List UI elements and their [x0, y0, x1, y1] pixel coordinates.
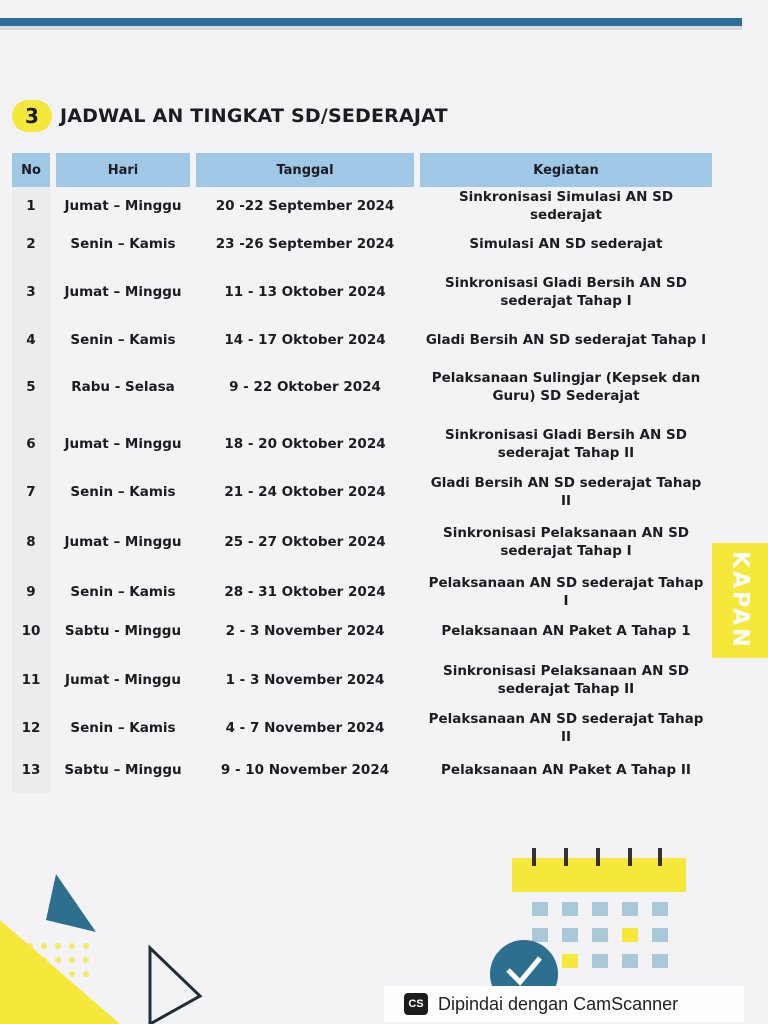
camscanner-icon: CS	[404, 993, 428, 1015]
top-color-bar	[0, 18, 742, 26]
header-hari: Hari	[56, 153, 190, 187]
table-row	[12, 187, 724, 225]
row-no: 9	[12, 573, 50, 611]
side-tab	[712, 543, 768, 658]
row-kegiatan: Pelaksanaan Sulingjar (Kepsek dan Guru) SD Sederajat	[431, 370, 701, 404]
row-no: 12	[12, 709, 50, 747]
row-kegiatan: Gladi Bersih AN SD sederajat Tahap II	[430, 475, 702, 509]
schedule-table	[12, 153, 724, 793]
row-kegiatan: Gladi Bersih AN SD sederajat Tahap I	[425, 332, 707, 348]
row-kegiatan: Sinkronisasi Pelaksanaan AN SD sederajat Tahap I	[442, 525, 690, 559]
row-tanggal: 18 - 20 Oktober 2024	[224, 436, 386, 452]
row-no: 13	[12, 747, 50, 793]
row-tanggal: 14 - 17 Oktober 2024	[224, 332, 386, 348]
row-tanggal: 11 - 13 Oktober 2024	[224, 284, 386, 300]
outline-triangle	[150, 948, 200, 1024]
table-row	[12, 225, 724, 263]
row-hari: Sabtu - Minggu	[64, 623, 182, 639]
row-tanggal: 1 - 3 November 2024	[225, 672, 385, 688]
row-kegiatan: Pelaksanaan AN SD sederajat Tahap II	[428, 711, 704, 745]
decorative-shapes	[0, 860, 230, 1024]
row-no: 2	[12, 225, 50, 263]
row-no: 3	[12, 263, 50, 321]
row-kegiatan: Pelaksanaan AN Paket A Tahap 1	[441, 623, 691, 639]
table-row	[12, 511, 724, 573]
table-header	[12, 153, 724, 187]
row-no: 10	[12, 611, 50, 651]
section-number-badge: 3	[12, 100, 52, 132]
row-tanggal: 9 - 10 November 2024	[220, 762, 390, 778]
row-hari: Jumat – Minggu	[64, 284, 182, 300]
row-hari: Senin – Kamis	[70, 720, 176, 736]
row-hari: Senin – Kamis	[70, 484, 176, 500]
row-hari: Jumat – Minggu	[64, 534, 182, 550]
row-hari: Jumat - Minggu	[65, 672, 181, 688]
row-no: 6	[12, 415, 50, 473]
table-row	[12, 321, 724, 359]
row-tanggal: 20 -22 September 2024	[215, 198, 395, 214]
row-no: 4	[12, 321, 50, 359]
row-hari: Jumat – Minggu	[64, 198, 182, 214]
table-row	[12, 651, 724, 709]
camscanner-text: Dipindai dengan CamScanner	[438, 993, 679, 1014]
row-no: 11	[12, 651, 50, 709]
row-kegiatan: Sinkronisasi Gladi Bersih AN SD sederajat Tahap I	[445, 275, 687, 309]
row-hari: Rabu - Selasa	[71, 379, 175, 395]
row-tanggal: 4 - 7 November 2024	[225, 720, 385, 736]
teal-triangle	[46, 874, 96, 932]
header-kegiatan: Kegiatan	[420, 153, 712, 187]
row-tanggal: 21 - 24 Oktober 2024	[224, 484, 386, 500]
row-no: 7	[12, 473, 50, 511]
row-kegiatan: Sinkronisasi Simulasi AN SD sederajat	[458, 189, 674, 223]
row-kegiatan: Sinkronisasi Pelaksanaan AN SD sederajat Tahap II	[442, 663, 690, 697]
header-tanggal: Tanggal	[196, 153, 414, 187]
row-no: 8	[12, 511, 50, 573]
row-hari: Senin – Kamis	[70, 584, 176, 600]
row-kegiatan: Sinkronisasi Gladi Bersih AN SD sederajat Tahap II	[445, 427, 687, 461]
row-kegiatan: Pelaksanaan AN Paket A Tahap II	[441, 762, 691, 778]
row-hari: Sabtu – Minggu	[64, 762, 182, 778]
header-no: No	[12, 153, 50, 187]
row-kegiatan: Pelaksanaan AN SD sederajat Tahap I	[428, 575, 704, 609]
row-no: 5	[12, 359, 50, 415]
table-body	[12, 187, 724, 793]
table-row	[12, 415, 724, 473]
page-edge	[0, 26, 742, 30]
table-row	[12, 359, 724, 415]
row-no: 1	[12, 187, 50, 225]
row-tanggal: 25 - 27 Oktober 2024	[224, 534, 386, 550]
row-hari: Jumat – Minggu	[64, 436, 182, 452]
row-tanggal: 9 - 22 Oktober 2024	[229, 379, 381, 395]
table-row	[12, 473, 724, 511]
row-tanggal: 2 - 3 November 2024	[225, 623, 385, 639]
row-tanggal: 23 -26 September 2024	[215, 236, 395, 252]
side-tab-label: KAPAN	[727, 551, 753, 650]
table-row	[12, 611, 724, 651]
table-row	[12, 573, 724, 611]
table-row	[12, 263, 724, 321]
table-row	[12, 747, 724, 793]
section-heading	[12, 100, 448, 132]
row-kegiatan: Simulasi AN SD sederajat	[469, 236, 663, 252]
calendar-icon	[488, 846, 688, 986]
section-title: JADWAL AN TINGKAT SD/SEDERAJAT	[60, 105, 448, 127]
row-hari: Senin – Kamis	[70, 332, 176, 348]
row-hari: Senin – Kamis	[70, 236, 176, 252]
table-row	[12, 709, 724, 747]
row-tanggal: 28 - 31 Oktober 2024	[224, 584, 386, 600]
camscanner-badge	[384, 986, 744, 1022]
